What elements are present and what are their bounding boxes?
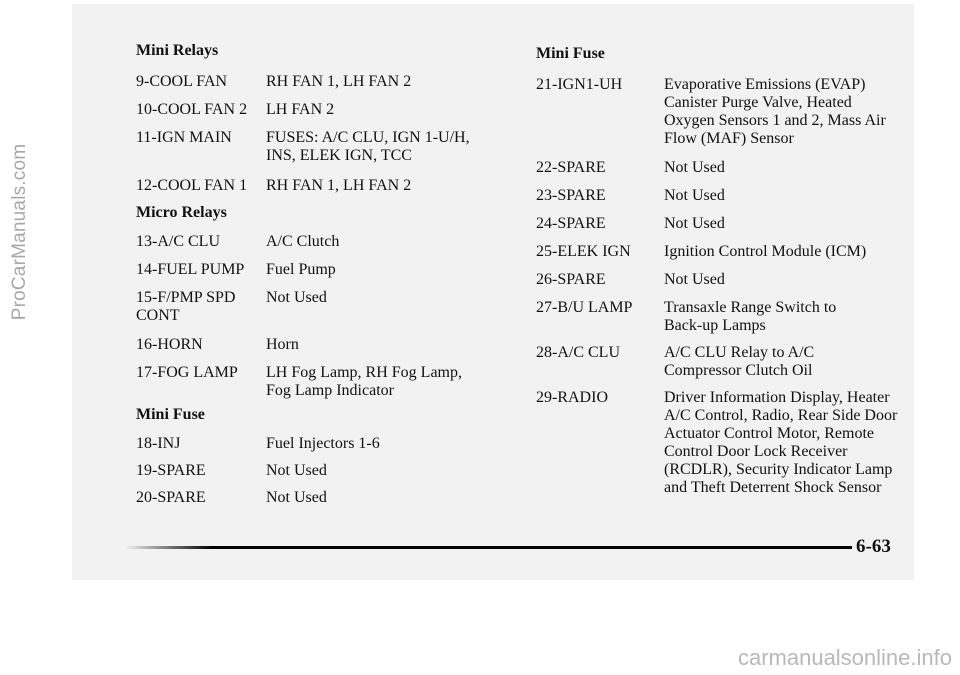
fuse-desc: Not Used [664, 187, 725, 204]
relay-code: 9-COOL FAN [136, 73, 228, 90]
relay-code: 12-COOL FAN 1 [136, 177, 248, 194]
relay-code: 13-A/C CLU [136, 233, 220, 250]
fuse-code: 27-B/U LAMP [536, 299, 633, 316]
fuse-desc: Not Used [664, 215, 725, 232]
fuse-desc: Not Used [664, 271, 725, 288]
relay-code-continued: CONT [136, 307, 180, 324]
fuse-code: 20-SPARE [136, 489, 206, 506]
relay-desc: LH FAN 2 [266, 101, 335, 118]
relay-desc: FUSES: A/C CLU, IGN 1-U/H, INS, ELEK IGN, TCC [266, 129, 470, 164]
relay-desc: LH Fog Lamp, RH Fog Lamp, Fog Lamp Indicator [266, 364, 462, 399]
side-watermark-text: ProCarManuals.com [9, 143, 30, 321]
fuse-desc: Not Used [266, 489, 327, 506]
fuse-code: 24-SPARE [536, 215, 606, 232]
fuse-desc: Transaxle Range Switch to Back-up Lamps [664, 299, 837, 334]
micro-relays-heading: Micro Relays [136, 204, 227, 221]
fuse-code: 21-IGN1-UH [536, 76, 623, 93]
fuse-desc: Evaporative Emissions (EVAP) Canister Purge Valve, Heated Oxygen Sensors 1 and 2, Mass Air Flow (MAF) Sensor [664, 76, 886, 147]
mini-fuse-heading-right: Mini Fuse [536, 45, 605, 62]
page-number: 6-63 [856, 536, 891, 557]
fuse-desc: Fuel Injectors 1-6 [266, 435, 380, 452]
page-rule [125, 546, 852, 549]
fuse-code: 26-SPARE [536, 271, 606, 288]
relay-code: 15-F/PMP SPD [136, 289, 236, 306]
relay-desc: RH FAN 1, LH FAN 2 [266, 177, 412, 194]
relay-desc: Fuel Pump [266, 261, 336, 278]
side-watermark [0, 0, 40, 675]
mini-relays-heading: Mini Relays [136, 42, 219, 59]
fuse-desc: Ignition Control Module (ICM) [664, 243, 867, 260]
relay-code: 11-IGN MAIN [136, 129, 232, 146]
relay-desc: Horn [266, 336, 299, 353]
footer-watermark: carmanualsonline.info [737, 645, 952, 670]
fuse-code: 18-INJ [136, 435, 181, 452]
mini-fuse-heading-left: Mini Fuse [136, 406, 205, 423]
fuse-code: 25-ELEK IGN [536, 243, 631, 260]
fuse-desc: Not Used [664, 159, 725, 176]
fuse-code: 23-SPARE [536, 187, 606, 204]
fuse-desc: Driver Information Display, Heater A/C Control, Radio, Rear Side Door Actuator Control Motor, Remote Control Door Lock Receiver (RCDLR), Security Indicator Lamp and Theft Deterrent Shock Sensor [664, 389, 898, 496]
relay-code: 17-FOG LAMP [136, 364, 238, 381]
fuse-desc: Not Used [266, 462, 327, 479]
fuse-code: 28-A/C CLU [536, 344, 620, 361]
relay-desc: A/C Clutch [266, 233, 340, 250]
fuse-desc: A/C CLU Relay to A/C Compressor Clutch Oil [664, 344, 815, 379]
relay-code: 14-FUEL PUMP [136, 261, 245, 278]
relay-desc: RH FAN 1, LH FAN 2 [266, 73, 412, 90]
fuse-code: 29-RADIO [536, 389, 608, 406]
relay-desc: Not Used [266, 289, 327, 306]
relay-code: 10-COOL FAN 2 [136, 101, 248, 118]
relay-code: 16-HORN [136, 336, 203, 353]
fuse-code: 19-SPARE [136, 462, 206, 479]
fuse-code: 22-SPARE [536, 159, 606, 176]
